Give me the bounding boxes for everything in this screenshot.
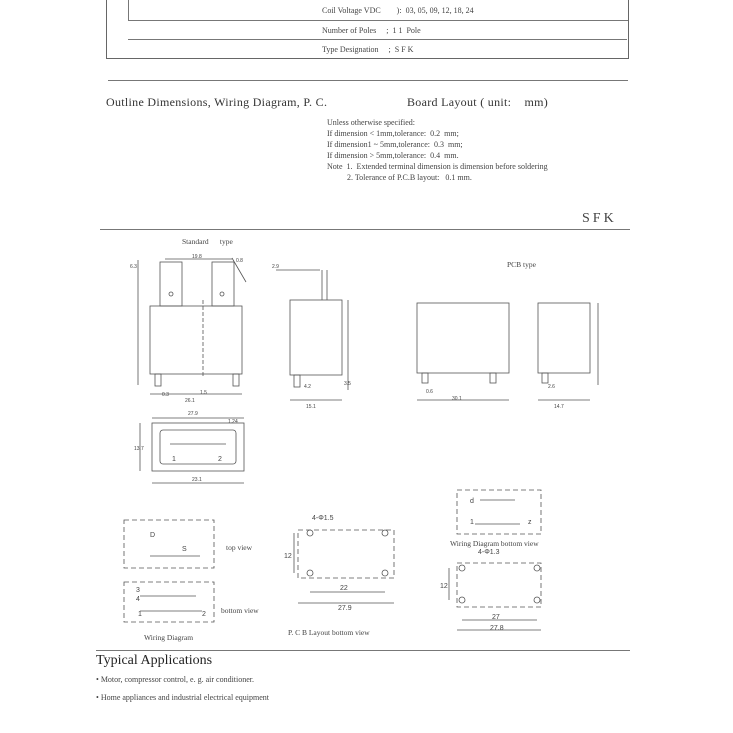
note-line: If dimension1 ~ 5mm,tolerance: 0.3 mm;: [327, 140, 463, 149]
dim-label: 6.3: [130, 264, 137, 270]
pin-label: 3: [136, 587, 140, 594]
note-line: Note 1. Extended terminal dimension is dimension before soldering: [327, 162, 548, 171]
standard-front-view: [138, 258, 246, 394]
pcb-layout-label: P. C B Layout bottom view: [288, 628, 370, 637]
spec-poles: Number of Poles ; 1 1 Pole: [322, 26, 421, 35]
dim-label: 2.9: [272, 264, 279, 270]
applications-title: Typical Applications: [96, 653, 213, 668]
dim-label: 22: [340, 585, 348, 592]
dim-label: 0.6: [426, 389, 433, 395]
pin-label: d: [470, 498, 474, 505]
note-line: 2. Tolerance of P.C.B layout: 0.1 mm.: [327, 173, 472, 182]
board-layout-heading: Board Layout ( unit: mm): [407, 95, 549, 109]
application-item: • Motor, compressor control, e. g. air conditioner.: [96, 675, 255, 684]
spec-type-designation: Type Designation ; S F K: [322, 45, 414, 54]
dim-label: 27.9: [188, 411, 198, 417]
wiring-bottom-label: Wiring Diagram bottom view: [450, 539, 539, 548]
note-line: If dimension < 1mm,tolerance: 0.2 mm;: [327, 129, 459, 138]
dim-label: 27.8: [490, 625, 504, 632]
outline-heading: Outline Dimensions, Wiring Diagram, P. C.: [106, 95, 328, 109]
model-code: SFK: [582, 211, 617, 226]
top-view-label: top view: [226, 543, 253, 552]
application-item: • Home appliances and industrial electrical equipment: [96, 693, 269, 702]
dim-label: 1.24: [228, 419, 238, 425]
application-text: Home appliances and industrial electrical equipment: [100, 693, 269, 702]
application-text: Motor, compressor control, e. g. air conditioner.: [100, 675, 255, 684]
dim-label: 0.3: [162, 392, 169, 398]
spec-coil-voltage: Coil Voltage VDC ): 03, 05, 09, 12, 18, 24: [322, 6, 474, 15]
dim-label: 3.5: [344, 381, 351, 387]
holes-label: 4-Φ1.3: [478, 549, 500, 556]
note-line: Unless otherwise specified:: [327, 118, 415, 127]
dim-label: 19.8: [192, 254, 202, 260]
holes-label: 4-Φ1.5: [312, 515, 334, 522]
dim-label: 27.9: [338, 605, 352, 612]
pin-label: 1: [470, 519, 474, 526]
dim-label: 23.1: [192, 477, 202, 483]
standard-type-label: Standard type: [182, 237, 233, 246]
section-rule: [96, 650, 630, 651]
standard-bottom-view: [140, 418, 244, 483]
wiring-diagram-pcb: [457, 490, 541, 534]
pin-label: 4: [136, 596, 140, 603]
dim-label: 14.7: [554, 404, 564, 410]
dim-label: 1.5: [200, 390, 207, 396]
pcb-type-label: PCB type: [507, 260, 536, 269]
pin-label: 2: [202, 611, 206, 618]
dim-label: 15.1: [306, 404, 316, 410]
dim-label: 13.7: [134, 446, 144, 452]
pcb-layout-drawing: [294, 530, 394, 603]
dim-label: 4.2: [304, 384, 311, 390]
pin-label: 2: [218, 456, 222, 463]
dim-label: 12: [440, 583, 448, 590]
standard-side-view: [276, 270, 348, 400]
pin-label: 1: [138, 611, 142, 618]
pin-label: 1: [172, 456, 176, 463]
pin-label: z: [528, 519, 532, 526]
wiring-diagram-label: Wiring Diagram: [144, 633, 194, 642]
dim-label: 27: [492, 614, 500, 621]
dim-label: 2.6: [548, 384, 555, 390]
dim-label: 12: [284, 553, 292, 560]
pcb-side-view: [538, 303, 598, 400]
wiring-diagram-standard: [124, 520, 214, 622]
pin-label: D: [150, 532, 156, 539]
note-line: If dimension > 5mm,tolerance: 0.4 mm.: [327, 151, 459, 160]
dim-label: 26.1: [185, 398, 195, 404]
pcb-front-view: [417, 303, 509, 400]
dim-label: 0.8: [236, 258, 243, 264]
bottom-view-label: bottom view: [221, 606, 259, 615]
dim-label: 30.1: [452, 396, 462, 402]
pin-label: S: [182, 546, 187, 553]
